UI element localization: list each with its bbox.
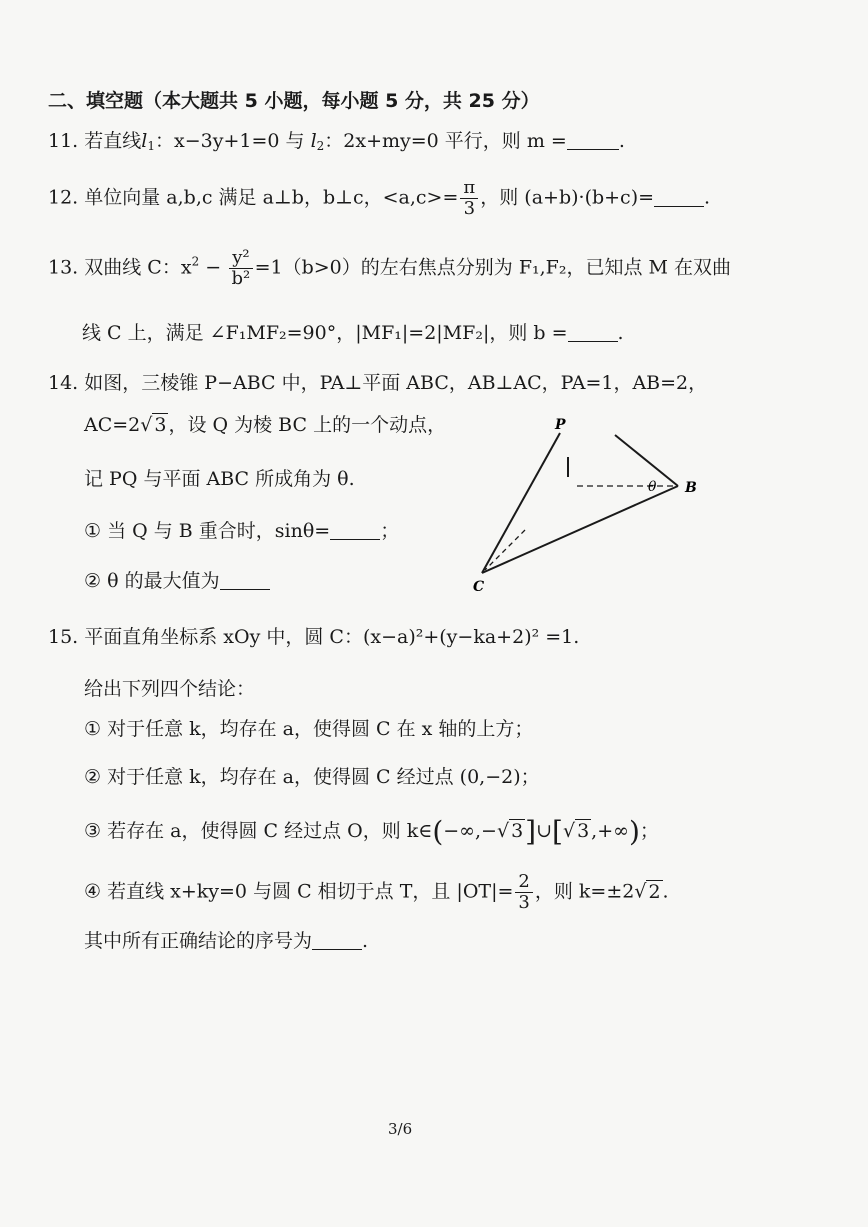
conclusion-text: 若存在 a，使得圆 C 经过点 O，则 k∈ (107, 820, 433, 842)
label-C: C (473, 579, 485, 595)
dashed-AC (485, 530, 525, 570)
question-11 (48, 128, 625, 159)
frac-den: 3 (463, 198, 476, 219)
q15-ask (84, 928, 368, 954)
question-number: 13. (48, 256, 79, 279)
q15-conclusion-3 (84, 815, 659, 848)
q13-end: . (617, 322, 624, 344)
edge-CB (482, 486, 678, 573)
paren-close: ) (628, 815, 640, 848)
question-number: 14. (48, 372, 79, 394)
q12-end: . (704, 186, 711, 209)
question-14-sub2 (84, 568, 270, 594)
q11-end: . (618, 130, 625, 152)
q14-sub1-end: ； (380, 520, 400, 542)
sqrt-sign: √ (634, 880, 647, 903)
q11-sub1: 1 (147, 139, 155, 153)
bracket-close: ] (525, 815, 537, 848)
frac-num: π (460, 178, 478, 199)
sqrt-sign: √ (496, 820, 510, 842)
sub-marker: ② (84, 570, 102, 592)
bracket-open: [ (552, 815, 563, 848)
question-13-line2 (82, 320, 624, 346)
edge-PC (482, 433, 560, 573)
q11-text: 若直线 (84, 130, 142, 152)
frac-num: 2 (515, 872, 532, 893)
sqrt-sign: √ (562, 820, 576, 842)
frac-den: b² (231, 268, 251, 289)
question-12 (48, 178, 710, 219)
q15-conclusion-4 (84, 872, 669, 913)
question-14-sub1 (84, 518, 399, 544)
page-number: 3/6 (388, 1120, 413, 1138)
question-14-line3: 记 PQ 与平面 ABC 所成角为 θ. (84, 468, 355, 490)
answer-blank[interactable] (312, 949, 362, 950)
q14-line2c: ，设 Q 为棱 BC 上的一个动点， (168, 414, 447, 436)
q13-text: 双曲线 C：x (84, 256, 192, 279)
q13-line2: 线 C 上，满足 ∠F₁MF₂=90°，|MF₁|=2|MF₂|，则 b = (82, 322, 568, 344)
conclusion-text: 若直线 x+ky=0 与圆 C 相切于点 T，且 |OT|= (107, 880, 514, 903)
question-14 (48, 370, 707, 396)
ask-text: 其中所有正确结论的序号为 (84, 930, 313, 952)
interval-left: −∞,− (443, 820, 497, 842)
q14-sqrt-value: 3 (154, 414, 167, 436)
q11-line1-eq: ：x−3y+1=0 与 (155, 130, 311, 152)
q13-post: =1（b>0）的左右焦点分别为 F₁,F₂，已知点 M 在双曲 (254, 256, 731, 279)
q12-text: 单位向量 a,b,c 满足 a⊥b，b⊥c，<a,c>= (84, 186, 459, 209)
q11-l1: l (141, 130, 148, 152)
question-14-line2 (84, 412, 446, 438)
conclusion-text-2: ，则 k=±2 (534, 880, 635, 903)
fraction (515, 872, 532, 913)
q14-sub2-text: θ 的最大值为 (107, 570, 220, 592)
sub-marker: ① (84, 520, 102, 542)
sqrt-value: 3 (577, 820, 590, 842)
sqrt-value: 2 (648, 880, 661, 903)
label-P: P (555, 417, 566, 433)
conclusion-text: 对于任意 k，均存在 a，使得圆 C 经过点 (0,−2)； (107, 766, 540, 788)
answer-blank[interactable] (568, 341, 618, 342)
semicolon: ； (639, 820, 659, 842)
sqrt-sign: √ (140, 414, 153, 436)
period: . (662, 880, 669, 903)
q11-sub2: 2 (316, 139, 325, 153)
question-15 (48, 624, 579, 650)
conclusion-marker: ① (84, 718, 102, 740)
q15-line1: 平面直角坐标系 xOy 中，圆 C：(x−a)²+(y−ka+2)² =1. (84, 626, 580, 648)
union-symbol: ∪ (536, 820, 553, 842)
sqrt-value: 3 (511, 820, 524, 842)
q12-text2: ，则 (a+b)·(b+c)= (480, 186, 655, 209)
q15-intro: 给出下列四个结论： (84, 678, 256, 700)
q15-conclusion-1 (84, 716, 533, 742)
fraction (460, 178, 478, 219)
q11-line2-eq: ：2x+my=0 平行，则 m = (324, 130, 567, 152)
section-title: 二、填空题（本大题共 5 小题，每小题 5 分，共 25 分） (48, 90, 540, 112)
question-number: 15. (48, 626, 79, 648)
conclusion-text: 对于任意 k，均存在 a，使得圆 C 在 x 轴的上方； (107, 718, 534, 740)
answer-blank[interactable] (654, 206, 704, 207)
paren-open: ( (432, 815, 444, 848)
answer-blank[interactable] (567, 149, 619, 150)
label-B: B (685, 480, 697, 496)
ask-end: . (362, 930, 369, 952)
frac-den: 3 (518, 892, 530, 913)
pyramid-figure (465, 405, 715, 600)
q15-conclusion-2 (84, 764, 540, 790)
conclusion-marker: ② (84, 766, 102, 788)
label-theta: θ (648, 479, 657, 495)
q14-line1: 如图，三棱锥 P−ABC 中，PA⊥平面 ABC，AB⊥AC，PA=1，AB=2， (84, 372, 708, 394)
q14-sub1-text: 当 Q 与 B 重合时，sinθ= (107, 520, 331, 542)
frac-num: y² (229, 248, 252, 269)
answer-blank[interactable] (220, 589, 270, 590)
interval-right: ,+∞ (591, 820, 629, 842)
conclusion-marker: ④ (84, 880, 102, 903)
question-number: 12. (48, 186, 79, 209)
question-13 (48, 248, 731, 289)
edge-PB (615, 435, 678, 486)
q13-sup: 2 (191, 254, 200, 269)
q14-line2a: AC=2 (84, 414, 141, 436)
q13-minus: − (199, 256, 228, 279)
q11-l2: l (310, 130, 317, 152)
question-number: 11. (48, 130, 79, 152)
conclusion-marker: ③ (84, 820, 102, 842)
fraction (229, 248, 252, 289)
answer-blank[interactable] (330, 539, 380, 540)
